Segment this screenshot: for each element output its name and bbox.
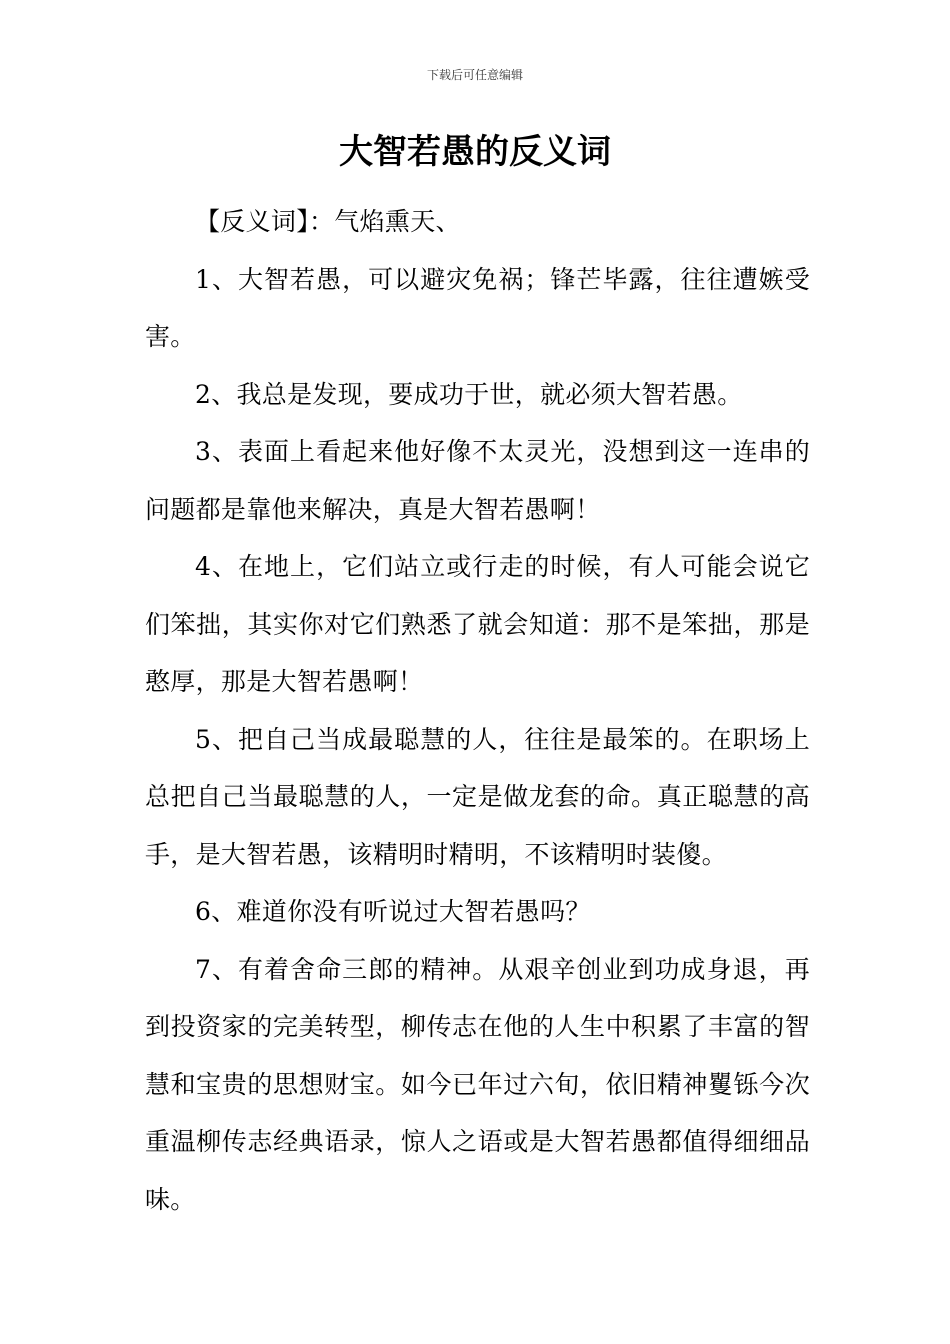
paragraph-1: 1、大智若愚，可以避灾免祸；锋芒毕露，往往遭嫉受害。	[145, 264, 810, 351]
header-note: 下载后可任意编辑	[426, 68, 523, 82]
paragraph-antonym: 【反义词】：气焰熏天、	[195, 207, 461, 236]
paragraph-4: 4、在地上，它们站立或行走的时候，有人可能会说它们笨拙，其实你对它们熟悉了就会知道：那不是笨拙，那是憨厚，那是大智若愚啊！	[145, 552, 810, 696]
paragraph-2: 2、我总是发现，要成功于世，就必须大智若愚。	[195, 379, 743, 409]
paragraph-7: 7、有着舍命三郎的精神。从艰辛创业到功成身退，再到投资家的完美转型，柳传志在他的人生中积累了丰富的智慧和宝贵的思想财宝。如今已年过六旬，依旧精神矍铄今次重温柳传志经典语录，惊人之语或是大智若愚都值得细细品味。	[145, 954, 810, 1214]
paragraph-5: 5、把自己当成最聪慧的人，往往是最笨的。在职场上总把自己当最聪慧的人，一定是做龙套的命。真正聪慧的高手，是大智若愚，该精明时精明，不该精明时装傻。	[145, 724, 810, 869]
document-body	[145, 193, 810, 1228]
paragraph-3: 3、表面上看起来他好像不太灵光，没想到这一连串的问题都是靠他来解决，真是大智若愚啊！	[145, 437, 810, 524]
paragraph-6: 6、难道你没有听说过大智若愚吗？	[195, 897, 591, 926]
document-title: 大智若愚的反义词	[339, 132, 611, 172]
